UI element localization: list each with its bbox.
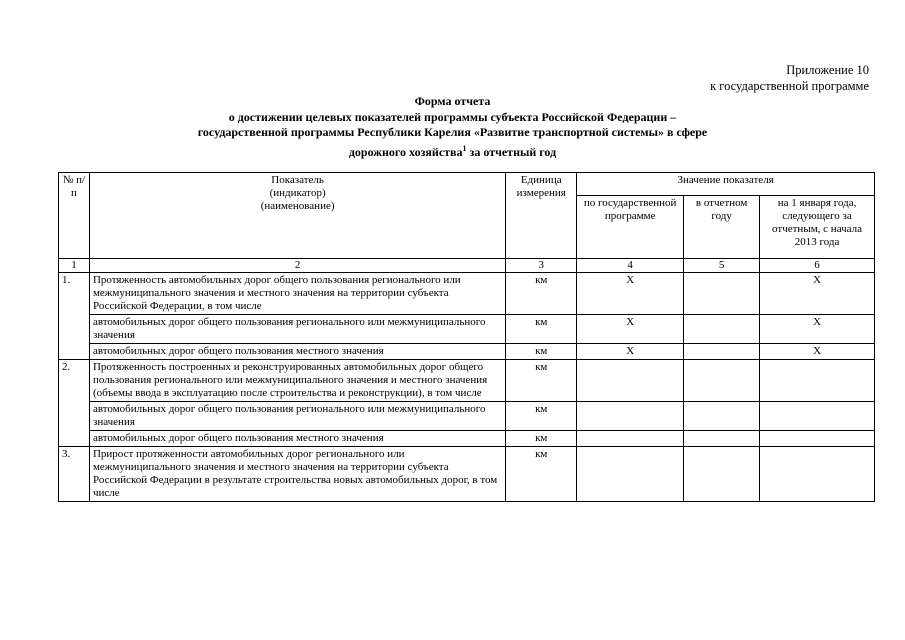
- unit-cell: км: [506, 431, 577, 447]
- program-value-cell: [577, 431, 684, 447]
- unit-cell: км: [506, 273, 577, 315]
- indicator-cell: Протяженность построенных и реконструированных автомобильных дорог общего пользования регионального или межмуниципального значения и местного значения (объемы ввода в эксплуатацию после строительства и реконструкции), в том числе: [89, 360, 505, 402]
- unit-cell: км: [506, 447, 577, 502]
- header-value: Значение показателя: [577, 173, 875, 196]
- indicator-cell: автомобильных дорог общего пользования местного значения: [89, 431, 505, 447]
- table-row: [59, 273, 875, 315]
- row-number-cell: 3.: [59, 447, 90, 502]
- column-numbers-row: [59, 259, 875, 273]
- appendix-line-1: Приложение 10: [786, 63, 869, 77]
- program-value-cell: [577, 360, 684, 402]
- reporting-year-value-cell: [684, 315, 760, 344]
- reporting-year-value-cell: [684, 431, 760, 447]
- reporting-year-value-cell: [684, 447, 760, 502]
- table-row: [59, 315, 875, 344]
- header-indicator-line-3: (наименование): [260, 200, 335, 212]
- column-number-3: 3: [506, 259, 577, 273]
- indicator-cell: Прирост протяженности автомобильных дорог регионального или межмуниципального значения и местного значения на территории субъекта Российской Федерации в результате строительства новых автомобильных дорог, в том числе: [89, 447, 505, 502]
- program-value-cell: [577, 447, 684, 502]
- indicator-cell: Протяженность автомобильных дорог общего пользования регионального или межмуниципального значения и местного значения на территории субъекта Российской Федерации, в том числе: [89, 273, 505, 315]
- title-line-4-end: за отчетный год: [466, 144, 557, 159]
- indicator-cell: автомобильных дорог общего пользования регионального или межмуниципального значения: [89, 402, 505, 431]
- header-by-program: по государственной программе: [577, 196, 684, 259]
- header-indicator-line-1: Показатель: [271, 174, 324, 186]
- header-indicator-line-2: (индикатор): [269, 187, 326, 199]
- program-value-cell: [577, 402, 684, 431]
- table-row: [59, 344, 875, 360]
- reporting-year-value-cell: [684, 360, 760, 402]
- header-row-1: [59, 173, 875, 196]
- reporting-year-value-cell: [684, 344, 760, 360]
- column-number-2: 2: [89, 259, 505, 273]
- jan1-value-cell: X: [760, 344, 875, 360]
- program-value-cell: X: [577, 315, 684, 344]
- header-unit: Единица измерения: [506, 173, 577, 259]
- indicators-table: [58, 172, 875, 502]
- column-number-1: 1: [59, 259, 90, 273]
- indicator-cell: автомобильных дорог общего пользования местного значения: [89, 344, 505, 360]
- table-row: [59, 402, 875, 431]
- jan1-value-cell: X: [760, 315, 875, 344]
- header-reporting-year: в отчетном году: [684, 196, 760, 259]
- header-num: № п/п: [59, 173, 90, 259]
- appendix-note: [710, 62, 869, 94]
- title-line-3: государственной программы Республики Карелия «Развитие транспортной системы» в сфере: [197, 125, 708, 139]
- column-number-5: 5: [684, 259, 760, 273]
- appendix-line-2: к государственной программе: [710, 79, 869, 93]
- title-line-4-text: дорожного хозяйства: [348, 144, 463, 159]
- title-line-4: [60, 141, 845, 161]
- row-number-cell: 2.: [59, 360, 90, 447]
- header-jan1: на 1 января года, следующего за отчетным, с начала 2013 года: [760, 196, 875, 259]
- row-number-cell: 1.: [59, 273, 90, 360]
- jan1-value-cell: X: [760, 273, 875, 315]
- reporting-year-value-cell: [684, 402, 760, 431]
- unit-cell: км: [506, 402, 577, 431]
- table-body: [59, 273, 875, 502]
- jan1-value-cell: [760, 402, 875, 431]
- column-number-4: 4: [577, 259, 684, 273]
- jan1-value-cell: [760, 447, 875, 502]
- jan1-value-cell: [760, 431, 875, 447]
- unit-cell: км: [506, 344, 577, 360]
- title-line-1: Форма отчета: [414, 94, 491, 108]
- column-number-6: 6: [760, 259, 875, 273]
- footnote-mark: 1: [462, 143, 467, 153]
- table-row: [59, 360, 875, 402]
- table-row: [59, 447, 875, 502]
- indicator-cell: автомобильных дорог общего пользования регионального или межмуниципального значения: [89, 315, 505, 344]
- program-value-cell: X: [577, 344, 684, 360]
- reporting-year-value-cell: [684, 273, 760, 315]
- program-value-cell: X: [577, 273, 684, 315]
- jan1-value-cell: [760, 360, 875, 402]
- form-title: [60, 94, 845, 160]
- table-row: [59, 431, 875, 447]
- header-indicator: [89, 173, 505, 259]
- unit-cell: км: [506, 360, 577, 402]
- unit-cell: км: [506, 315, 577, 344]
- title-line-2: о достижении целевых показателей программы субъекта Российской Федерации –: [228, 109, 677, 124]
